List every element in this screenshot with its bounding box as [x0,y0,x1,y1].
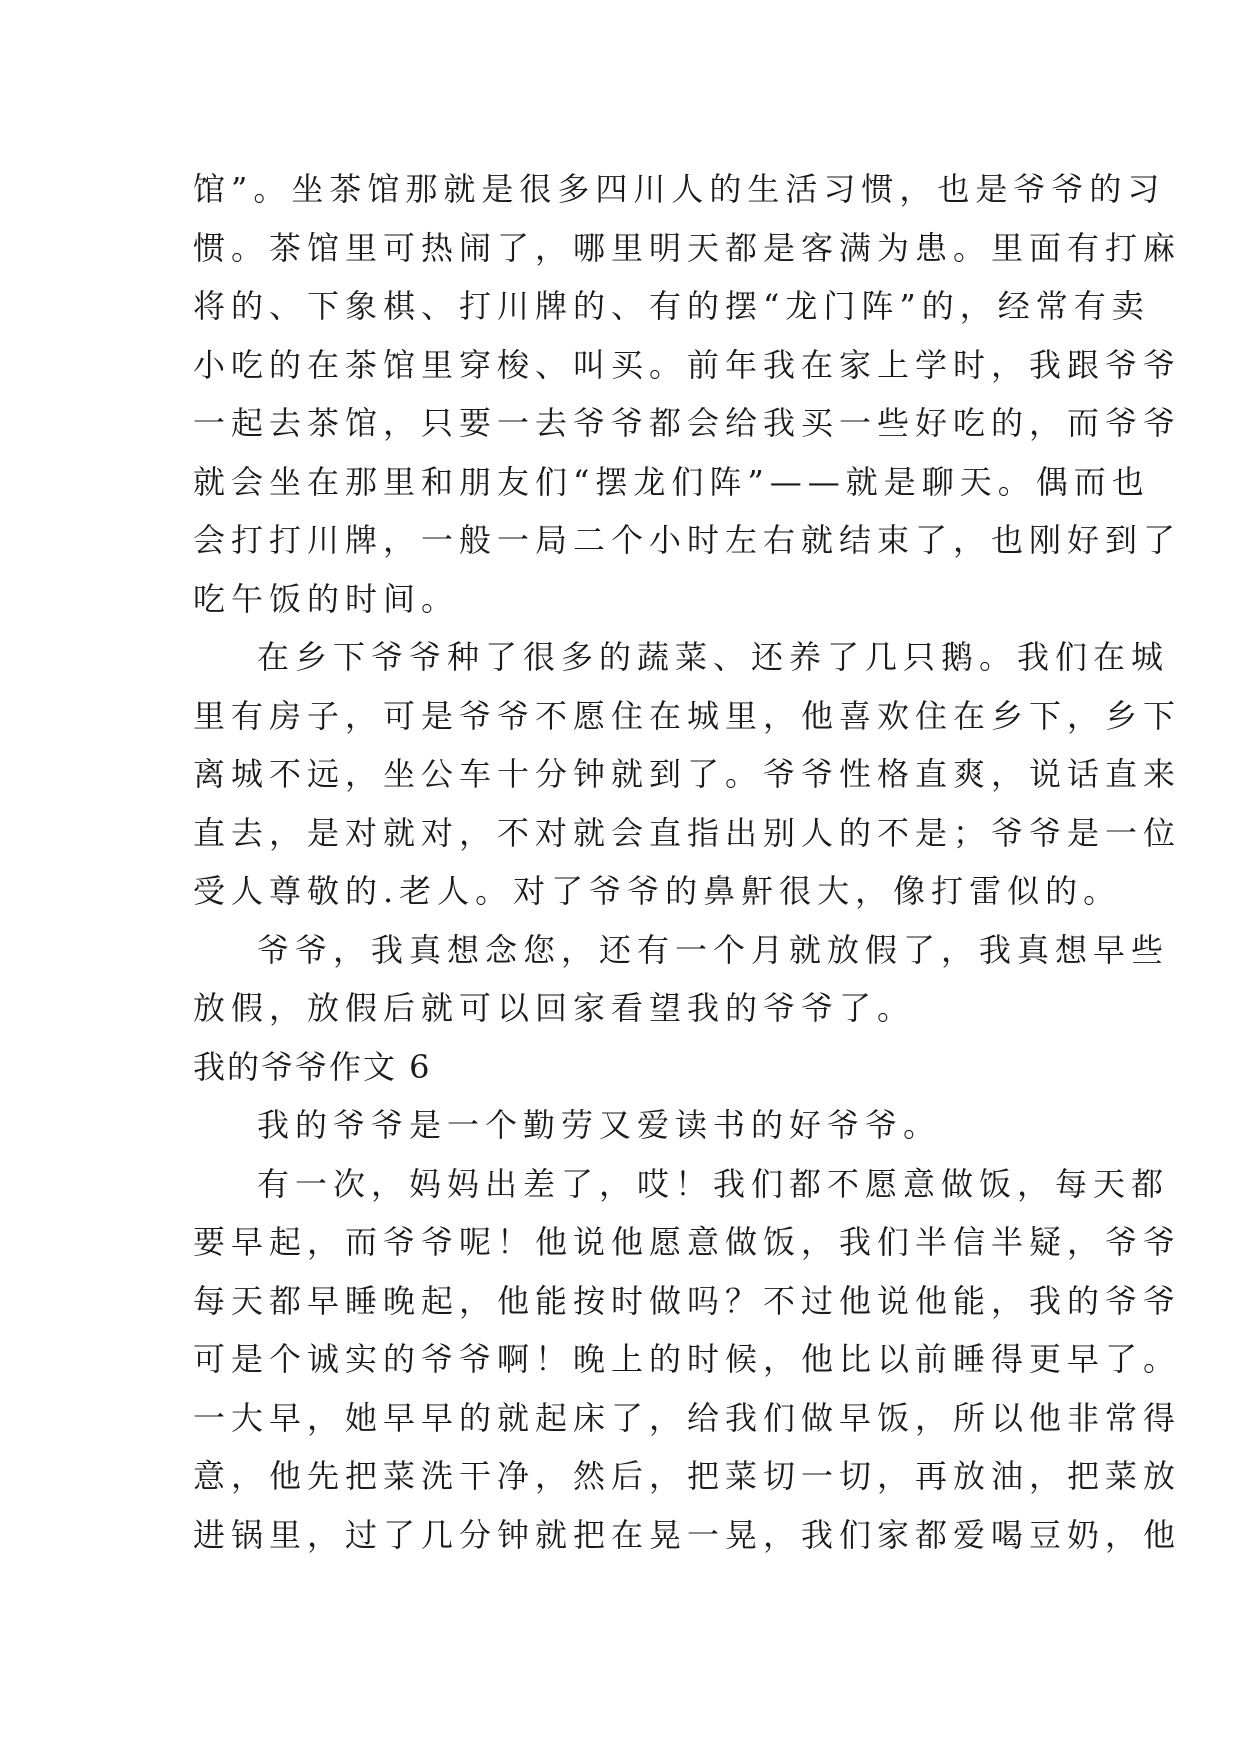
text-line: 可是个诚实的爷爷啊！晚上的时候，他比以前睡得更早了。 [193,1340,1182,1378]
text-line: 每天都早睡晚起，他能按时做吗？不过他说他能，我的爷爷 [193,1281,1182,1320]
text-line: 就会坐在那里和朋友们“摆龙们阵”——就是聊天。偶而也 [193,462,1150,501]
text-line: 惯。茶馆里可热闹了，哪里明天都是客满为患。里面有打麻 [193,228,1182,267]
paragraph-first-line: 我的爷爷是一个勤劳又爱读书的好爷爷。 [257,1106,942,1144]
text-line: 一大早，她早早的就起床了，给我们做早饭，所以他非常得 [193,1398,1182,1437]
paragraph-first-line: 在乡下爷爷种了很多的蔬菜、还养了几只鹅。我们在城 [257,638,1170,676]
text-line: 将的、下象棋、打川牌的、有的摆“龙门阵”的，经常有卖 [193,287,1150,325]
text-line: 一起去茶馆，只要一去爷爷都会给我买一些好吃的，而爷爷 [193,404,1182,442]
text-line: 进锅里，过了几分钟就把在晃一晃，我们家都爱喝豆奶，他 [193,1515,1182,1554]
text-line: 意，他先把菜洗干净，然后，把菜切一切，再放油，把菜放 [193,1457,1182,1495]
text-line: 离城不远，坐公车十分钟就到了。爷爷性格直爽，说话直来 [193,755,1182,793]
text-line: 直去，是对就对，不对就会直指出别人的不是；爷爷是一位 [193,813,1182,852]
text-line: 里有房子，可是爷爷不愿住在城里，他喜欢住在乡下，乡下 [193,696,1182,735]
text-line: 小吃的在茶馆里穿梭、叫买。前年我在家上学时，我跟爷爷 [193,345,1182,384]
text-line: 会打打川牌，一般一局二个小时左右就结束了，也刚好到了 [193,521,1182,559]
text-line: 受人尊敬的.老人。对了爷爷的鼻鼾很大，像打雷似的。 [193,872,1122,910]
section-heading: 我的爷爷作文 6 [193,1047,432,1086]
paragraph-first-line: 有一次，妈妈出差了，哎！我们都不愿意做饭，每天都 [257,1164,1170,1203]
document-body [193,160,1182,1564]
text-line: 要早起，而爷爷呢！他说他愿意做饭，我们半信半疑，爷爷 [193,1223,1182,1261]
text-line: 放假，放假后就可以回家看望我的爷爷了。 [193,989,916,1027]
text-line: 馆”。坐茶馆那就是很多四川人的生活习惯，也是爷爷的习 [193,170,1166,208]
paragraph-first-line: 爷爷，我真想念您，还有一个月就放假了，我真想早些 [257,930,1170,969]
text-line: 吃午饭的时间。 [193,579,460,618]
